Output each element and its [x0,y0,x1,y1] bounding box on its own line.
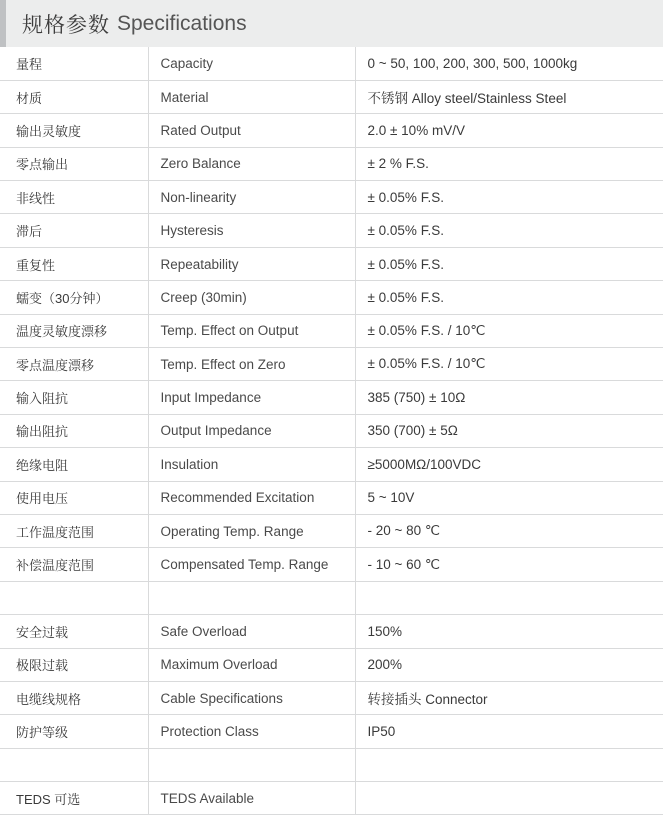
spec-label-cn: 补偿温度范围 [0,548,148,581]
table-row [0,80,663,113]
spec-label-cn: 量程 [0,47,148,80]
gap-cell-cn [0,748,148,781]
table-row [0,782,663,815]
spec-value: 0 ~ 50, 100, 200, 300, 500, 1000kg [355,47,663,80]
spec-label-en: Safe Overload [148,615,355,648]
spec-label-cn: 输出阻抗 [0,414,148,447]
spec-label-cn: 蠕变（30分钟） [0,281,148,314]
table-section-gap [0,748,663,781]
spec-label-en: Rated Output [148,114,355,147]
spec-label-en: Input Impedance [148,381,355,414]
spec-value: ± 0.05% F.S. [355,181,663,214]
table-row [0,414,663,447]
spec-label-en: Zero Balance [148,147,355,180]
spec-value: - 20 ~ 80 ℃ [355,514,663,547]
spec-label-en: Output Impedance [148,414,355,447]
spec-value: ± 0.05% F.S. [355,281,663,314]
page-header [0,0,663,47]
page-title-en: Specifications [117,11,247,35]
spec-label-en: Recommended Excitation [148,481,355,514]
spec-label-cn: 安全过载 [0,615,148,648]
spec-value: ± 0.05% F.S. [355,247,663,280]
spec-value: ± 2 % F.S. [355,147,663,180]
header-accent-bar [0,0,6,47]
table-row [0,481,663,514]
spec-label-cn: 工作温度范围 [0,514,148,547]
table-row [0,648,663,681]
table-section-gap [0,581,663,614]
spec-value: ± 0.05% F.S. [355,214,663,247]
gap-cell-en [148,581,355,614]
spec-label-cn: 输入阻抗 [0,381,148,414]
table-row [0,214,663,247]
table-row [0,247,663,280]
spec-label-cn: 输出灵敏度 [0,114,148,147]
spec-value [355,782,663,815]
spec-label-cn: TEDS 可选 [0,782,148,815]
spec-label-cn: 零点温度漂移 [0,348,148,381]
table-row [0,615,663,648]
table-row [0,147,663,180]
table-row [0,514,663,547]
spec-label-en: Repeatability [148,247,355,280]
spec-label-en: Insulation [148,448,355,481]
spec-value: ≥5000MΩ/100VDC [355,448,663,481]
spec-label-cn: 防护等级 [0,715,148,748]
spec-value: ± 0.05% F.S. / 10℃ [355,314,663,347]
spec-label-cn: 极限过载 [0,648,148,681]
spec-label-en: Hysteresis [148,214,355,247]
table-row [0,548,663,581]
spec-label-cn: 绝缘电阻 [0,448,148,481]
spec-value: - 10 ~ 60 ℃ [355,548,663,581]
spec-value: 350 (700) ± 5Ω [355,414,663,447]
spec-label-cn: 零点输出 [0,147,148,180]
gap-cell-value [355,581,663,614]
spec-label-en: Temp. Effect on Zero [148,348,355,381]
spec-label-en: Protection Class [148,715,355,748]
spec-label-cn: 材质 [0,80,148,113]
table-row [0,281,663,314]
gap-cell-cn [0,581,148,614]
table-row [0,47,663,80]
spec-label-cn: 使用电压 [0,481,148,514]
spec-value: IP50 [355,715,663,748]
table-row [0,348,663,381]
table-row [0,114,663,147]
gap-cell-en [148,748,355,781]
spec-value: 150% [355,615,663,648]
spec-label-en: Non-linearity [148,181,355,214]
spec-label-en: Temp. Effect on Output [148,314,355,347]
spec-label-en: Maximum Overload [148,648,355,681]
spec-value: 转接插头 Connector [355,681,663,714]
spec-label-en: Cable Specifications [148,681,355,714]
table-row [0,681,663,714]
spec-value: 不锈钢 Alloy steel/Stainless Steel [355,80,663,113]
spec-label-cn: 滞后 [0,214,148,247]
spec-label-en: Creep (30min) [148,281,355,314]
specifications-table-body [0,47,663,815]
gap-cell-value [355,748,663,781]
spec-value: 5 ~ 10V [355,481,663,514]
spec-label-en: Capacity [148,47,355,80]
spec-label-en: Operating Temp. Range [148,514,355,547]
spec-label-cn: 重复性 [0,247,148,280]
spec-label-en: Material [148,80,355,113]
page-title-cn: 规格参数 [22,13,110,37]
spec-value: 2.0 ± 10% mV/V [355,114,663,147]
spec-label-cn: 温度灵敏度漂移 [0,314,148,347]
spec-value: 385 (750) ± 10Ω [355,381,663,414]
spec-label-cn: 非线性 [0,181,148,214]
spec-label-cn: 电缆线规格 [0,681,148,714]
spec-label-en: Compensated Temp. Range [148,548,355,581]
table-row [0,715,663,748]
spec-label-en: TEDS Available [148,782,355,815]
table-row [0,381,663,414]
table-row [0,448,663,481]
spec-value: 200% [355,648,663,681]
table-row [0,314,663,347]
specifications-table [0,47,663,815]
table-row [0,181,663,214]
spec-value: ± 0.05% F.S. / 10℃ [355,348,663,381]
